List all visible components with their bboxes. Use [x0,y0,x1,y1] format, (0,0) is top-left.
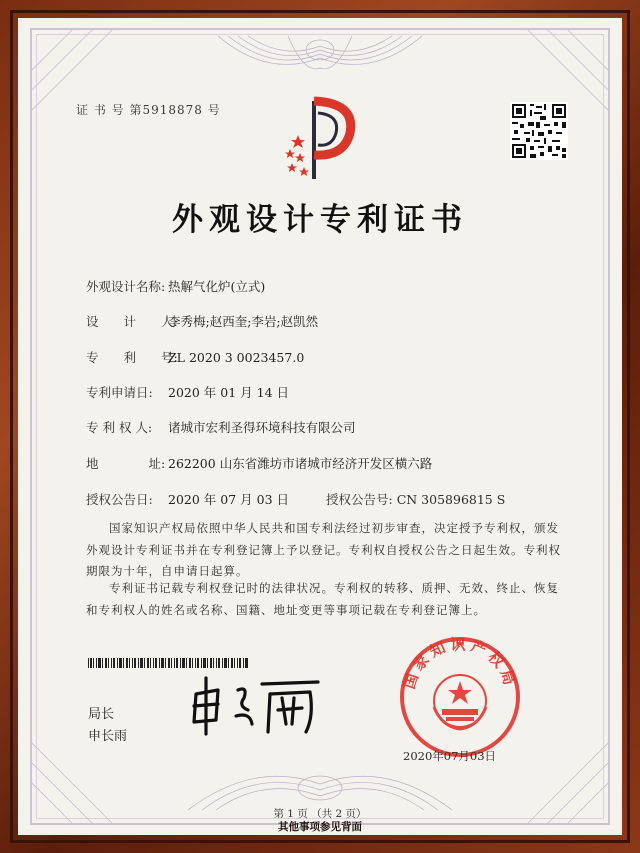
top-ornament [218,28,422,80]
field-value: 热解气化炉(立式) [168,279,266,294]
field-grant-date [86,490,505,508]
field-designers [86,312,318,330]
field-address [86,454,432,472]
field-filing-date [86,383,289,401]
qr-code-icon[interactable] [510,102,568,160]
cnipa-logo-icon [280,93,360,183]
director-title: 局长 [88,707,115,722]
field-label: 地 址: [86,456,166,471]
seal-date: 2020年07月03日 [403,749,497,763]
field-value: 2020 年 01 月 14 日 [168,385,289,400]
field-label-grant-number: 授权公告号: [326,492,393,507]
official-seal-icon [398,635,522,759]
page-number: 第 1 页 （共 2 页） [273,808,367,820]
certificate-paper [18,18,622,835]
field-design-name [86,277,265,295]
corner-ornament-tl [32,30,152,150]
field-value: 诸城市宏利圣得环境科技有限公司 [168,420,356,435]
field-value: ZL 2020 3 0023457.0 [168,350,305,365]
seal-text: 国家知识产权局 [400,635,520,692]
field-patent-number [86,348,304,366]
director-name: 申长雨 [88,729,128,744]
field-value: 李秀梅;赵西奎;李岩;赵凯然 [168,314,319,329]
certificate-number: 证 书 号 第5918878 号 [76,103,221,117]
field-value: 262200 山东省潍坊市诸城市经济开发区横六路 [168,456,433,471]
handwritten-signature [190,676,320,738]
field-label: 授权公告日: [86,492,153,507]
field-label: 专 利 权 人: [86,420,153,435]
field-value: 2020 年 07 月 03 日 [168,492,289,507]
statement-paragraph-1: 国家知识产权局依照中华人民共和国专利法经过初步审查，决定授予专利权，颁发外观设计专利证书并在专利登记簿上予以登记。专利权自授权公告之日起生效。专利权期限为十年，自申请日起算。 [86,521,561,578]
footer-note: 其他事项参见背面 [278,821,362,833]
field-label: 专 利 号: [86,350,178,365]
field-label: 专利申请日: [86,385,153,400]
field-label: 设 计 人: [86,314,178,329]
barcode-icon [88,658,248,668]
certificate-title: 外观设计专利证书 [172,202,468,238]
field-patentee [86,418,356,436]
statement-paragraph-2: 专利证书记载专利权登记时的法律状况。专利权的转移、质押、无效、终止、恢复和专利权人的姓名或名称、国籍、地址变更等事项记载在专利登记簿上。 [86,581,559,617]
field-label: 外观设计名称: [86,279,166,294]
field-value-grant-number: CN 305896815 S [396,492,506,507]
